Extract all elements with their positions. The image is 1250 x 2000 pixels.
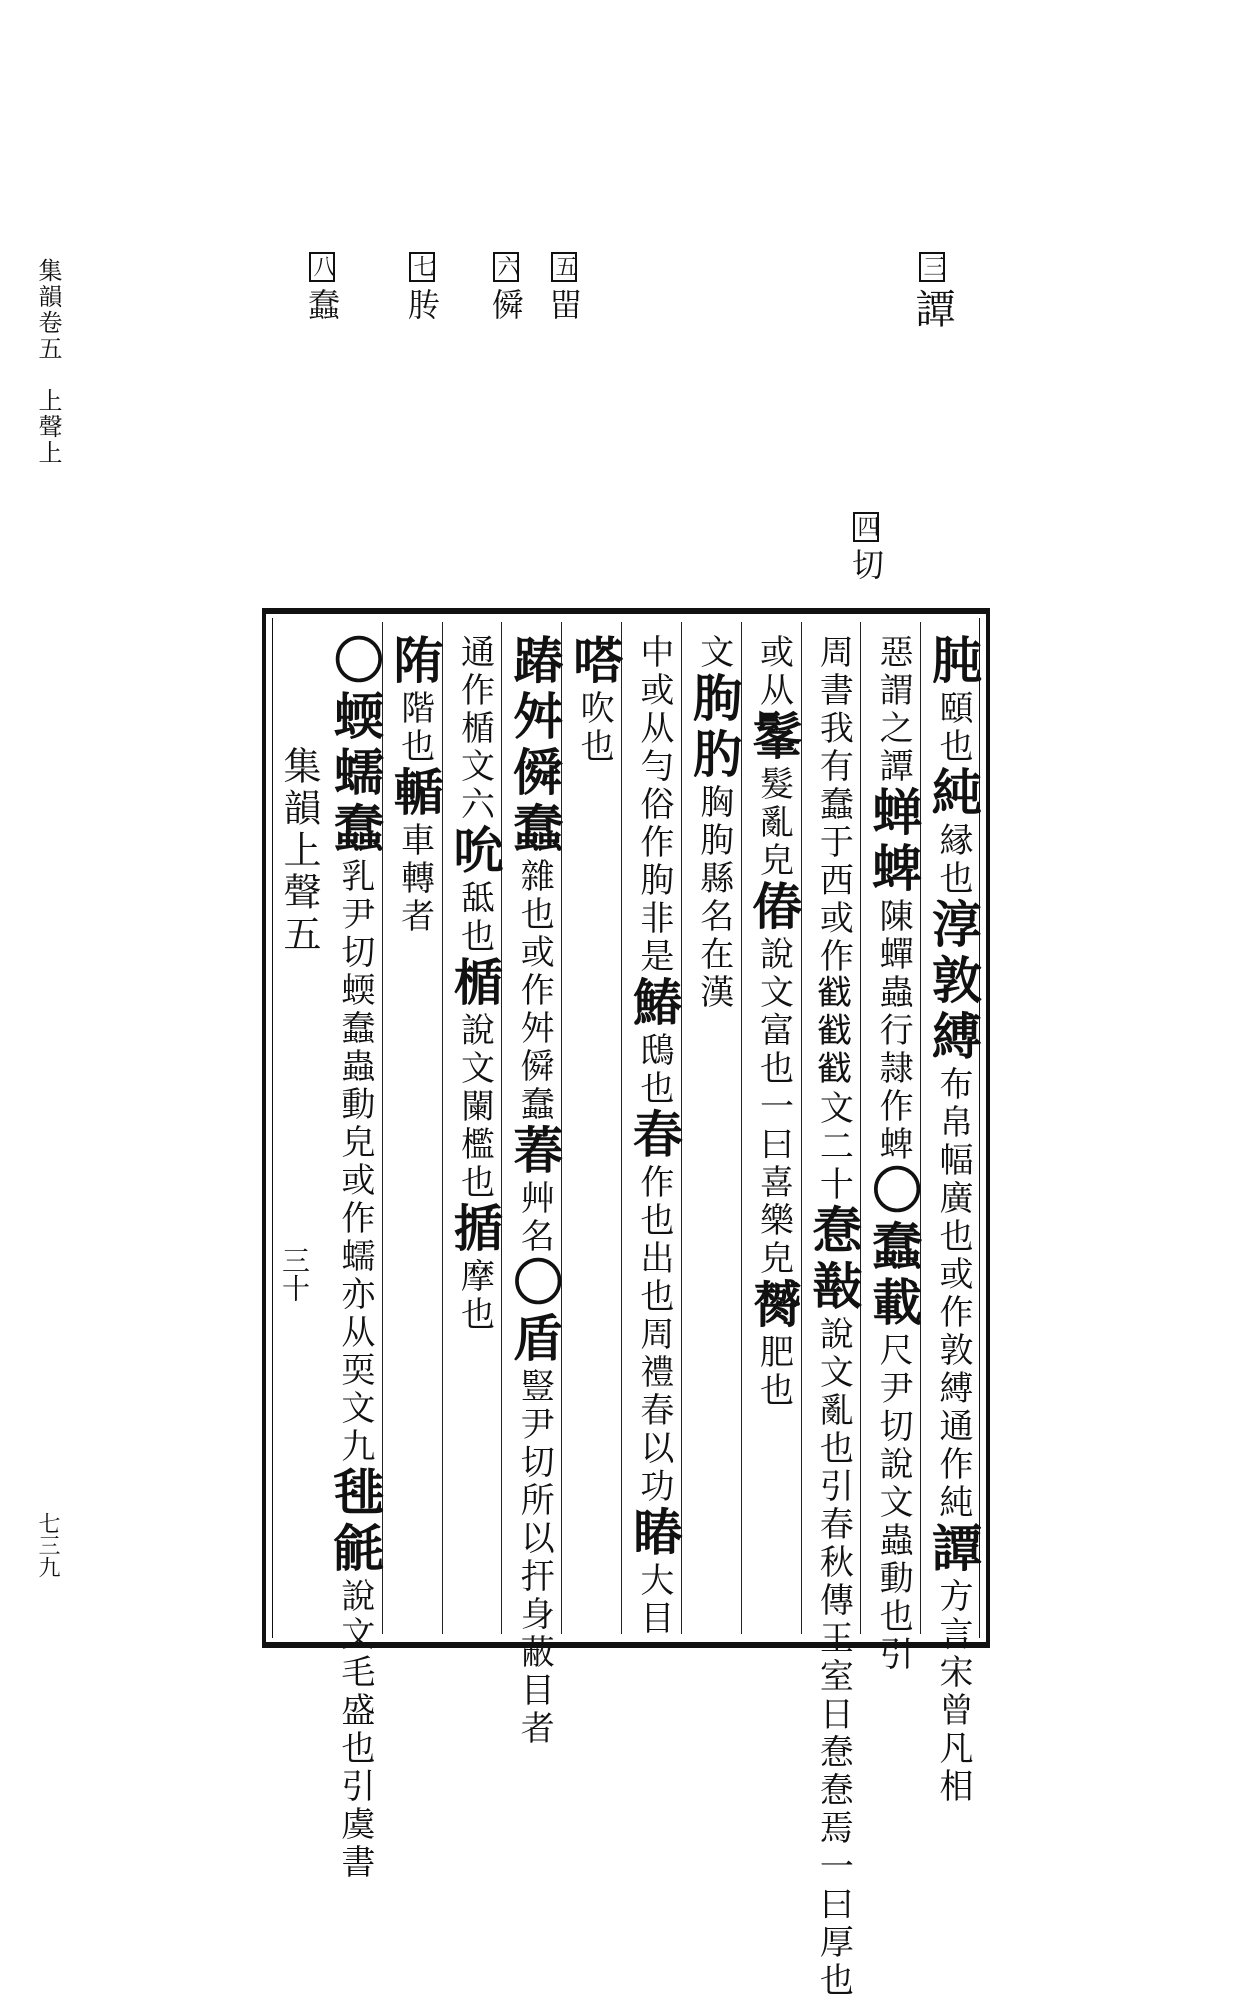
note-text: 蠢 (303, 288, 341, 322)
headword: 譚 (923, 1522, 983, 1578)
headword: 膥 (744, 1278, 804, 1334)
headword: 吮 (445, 824, 505, 880)
text-column (385, 634, 445, 936)
text-column (684, 634, 744, 1012)
center-gutter (266, 726, 321, 1592)
running-header: 集韻卷五 上聲上 (34, 258, 62, 466)
gloss: 雜也或作舛僢蠢 (514, 858, 555, 1124)
gloss: 摩也 (454, 1258, 495, 1334)
note-text: 䏝 (403, 288, 441, 322)
gutter-title: 集韻上聲五 (277, 746, 321, 956)
headword: 純 (923, 766, 983, 822)
gloss: 胸朐縣名在漢 (693, 784, 734, 1012)
headword: 揗 (445, 1202, 505, 1258)
gutter-folio: 三十 (278, 1246, 311, 1302)
gloss: 䑛也 (454, 880, 495, 956)
gloss: 乳尹切蝡蠢蟲動皃或作蠕亦从耎文九 (334, 858, 375, 1466)
text-column (624, 634, 684, 1638)
headword: 朐肑 (684, 672, 744, 784)
collation-note-8 (303, 252, 341, 322)
text-column (804, 634, 864, 2000)
headword: 睶 (624, 1506, 684, 1562)
collation-note-4 (847, 512, 885, 582)
gloss: 說文毛盛也引虞書 (334, 1578, 375, 1882)
headword: 鰆 (624, 976, 684, 1032)
note-marker: 六 (493, 252, 519, 282)
gloss: 說文富也一曰喜樂皃 (753, 936, 794, 1278)
note-text: 譚 (909, 288, 955, 330)
gloss: 縁也 (932, 822, 973, 898)
text-column (505, 634, 565, 1748)
note-marker: 三 (919, 252, 945, 282)
note-marker: 八 (309, 252, 335, 282)
headword: 惷㪨 (804, 1204, 864, 1316)
gloss: 豎尹切所以扞身蔽目者 (514, 1368, 555, 1748)
collation-note-5 (545, 252, 583, 322)
column-rule (501, 622, 502, 1634)
text-column (923, 634, 983, 1806)
column-rule (860, 622, 861, 1634)
column-rule (801, 622, 802, 1634)
gloss: 階也 (394, 690, 435, 766)
headword: 肫 (923, 634, 983, 690)
text-column (864, 634, 924, 1674)
text-column (445, 634, 505, 1334)
note-text: 㽞 (545, 288, 583, 322)
headword: 〇蝡蠕蠢 (325, 634, 385, 858)
gloss: 周書我有蠢于西或作𢧵𢧵𢧵文二十 (813, 634, 854, 1204)
column-rule (920, 622, 921, 1634)
gloss: 大目 (633, 1562, 674, 1638)
gloss: 髮亂皃 (753, 766, 794, 880)
text-column (325, 634, 385, 1882)
column-rule (621, 622, 622, 1634)
note-marker: 五 (551, 252, 577, 282)
headword: 偆 (744, 880, 804, 936)
headword: 陏 (385, 634, 445, 690)
gloss: 說文亂也引春秋傳王室日惷惷焉一曰厚也 (813, 1316, 854, 2000)
headword: 淳敦縛 (923, 898, 983, 1066)
collation-note-6 (487, 252, 525, 322)
gloss: 作也出也周禮春以功 (633, 1164, 674, 1506)
collation-note-7 (403, 252, 441, 322)
gloss: 布帛幅廣也或作敦縛通作純 (932, 1066, 973, 1522)
note-marker: 四 (853, 512, 879, 542)
gloss: 車轉者 (394, 822, 435, 936)
text-column (744, 634, 804, 1410)
headword: 〇蠢載 (864, 1164, 924, 1332)
gloss: 通作楯文六 (454, 634, 495, 824)
gloss: 吹也 (574, 690, 615, 766)
headword: 毴毹 (325, 1466, 385, 1578)
gloss: 頤也 (932, 690, 973, 766)
gloss: 文 (693, 634, 734, 672)
gloss: 陳蟬蟲行隷作蜱 (873, 898, 914, 1164)
gloss: 肥也 (753, 1334, 794, 1410)
headword: 春 (624, 1108, 684, 1164)
headword: 蝉蜱 (864, 786, 924, 898)
note-text: 僢 (487, 288, 525, 322)
note-marker: 七 (409, 252, 435, 282)
headword: 髼 (744, 710, 804, 766)
gloss: 尺尹切說文蟲動也引 (873, 1332, 914, 1674)
printed-page-frame (262, 608, 990, 2000)
gloss: 或从 (753, 634, 794, 710)
gloss: 中或从勻俗作朐非是 (633, 634, 674, 976)
headword: 嗒 (565, 634, 625, 690)
headword: 〇盾 (505, 1256, 565, 1368)
gloss: 艸名 (514, 1180, 555, 1256)
gloss: 䲭也 (633, 1032, 674, 1108)
page-number: 七三九 (35, 1512, 60, 1578)
gloss: 惡謂之譚 (873, 634, 914, 786)
headword: 萶 (505, 1124, 565, 1180)
text-column (565, 634, 625, 766)
headword: 楯 (445, 956, 505, 1012)
gloss: 說文闌檻也 (454, 1012, 495, 1202)
note-text: 切 (847, 548, 885, 582)
headword: 踳舛僢蠢 (505, 634, 565, 858)
collation-note-3 (909, 252, 955, 330)
gloss: 方言宋曾凡相 (932, 1578, 973, 1806)
headword: 輴 (385, 766, 445, 822)
